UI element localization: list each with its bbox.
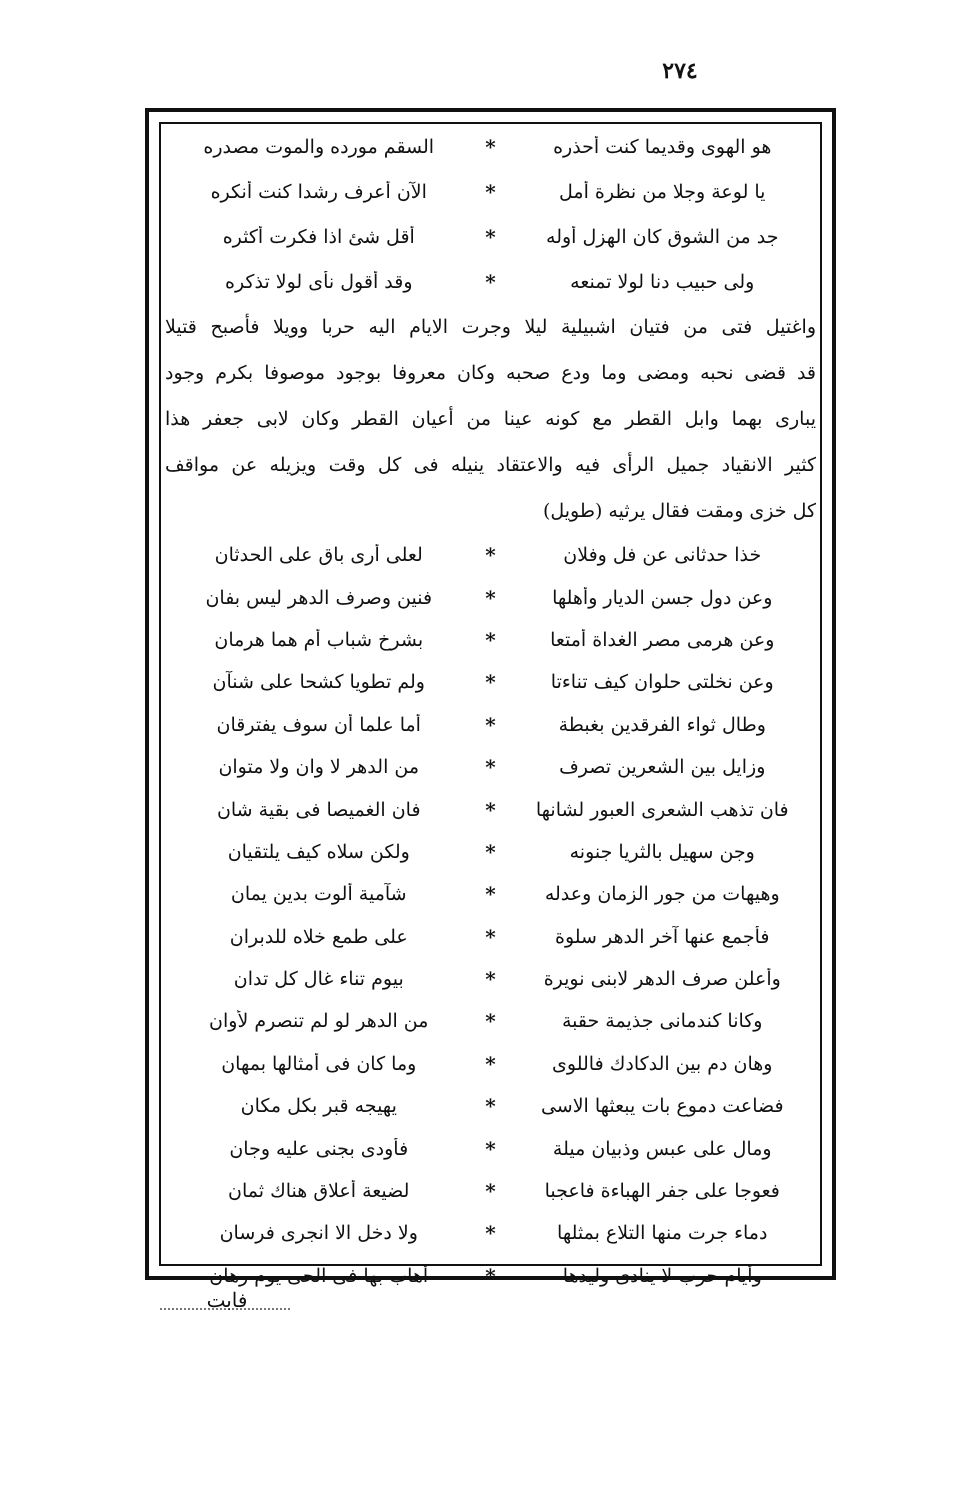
verse-line: [165, 1212, 816, 1254]
verse-separator: *: [485, 924, 496, 949]
verse-separator: *: [485, 1221, 496, 1246]
verse-separator: *: [485, 967, 496, 992]
verse-first-hemistich: يا لوعة وجلا من نظرة أمل: [559, 180, 766, 203]
verse-first-hemistich: وعن هرمى مصر الغداة أمتعا: [550, 628, 775, 651]
verse-separator: *: [485, 1051, 496, 1076]
page-frame: [145, 108, 836, 1288]
prose-line: كثير الانقياد جميل الرأى فيه والاعتقاد ينيله فى كل وقت ويزيله عن مواقف: [165, 454, 816, 476]
verse-second-hemistich: لعلى أرى باق على الحدثان: [214, 544, 423, 567]
prose-passage: [165, 304, 816, 534]
verse-line: [165, 1043, 816, 1085]
verse-separator: *: [485, 797, 496, 822]
verse-second-hemistich: فنين وصرف الدهر ليس بفان: [205, 586, 433, 609]
verse-first-hemistich: وكانا كندمانى جذيمة حقبة: [561, 1010, 763, 1033]
verse-separator: *: [485, 269, 496, 294]
verses-second: [165, 534, 816, 1297]
verse-line: [165, 619, 816, 661]
verse-first-hemistich: وعن نخلتى حلوان كيف تناءتا: [550, 671, 774, 694]
verse-separator: *: [485, 670, 496, 695]
verse-second-hemistich: ولم تطويا كشحا على شنآن: [212, 671, 425, 694]
verse-first-hemistich: وطال ثواء الفرقدين بغبطة: [558, 713, 766, 736]
verse-separator: *: [485, 543, 496, 568]
verse-line: [165, 1000, 816, 1042]
verse-first-hemistich: وجن سهيل بالثريا جنونه: [569, 840, 755, 863]
page-number: ٢٧٤: [662, 58, 698, 84]
verse-first-hemistich: وأيام حرب لا ينادى وليدها: [562, 1264, 762, 1287]
verse-first-hemistich: وهان دم بين الدكادك فاللوى: [552, 1052, 773, 1075]
verse-second-hemistich: بشرخ شباب أم هما هرمان: [214, 628, 424, 651]
verse-separator: *: [485, 134, 496, 159]
verse-second-hemistich: أقل شئ اذا فكرت أكثره: [222, 225, 415, 248]
verse-second-hemistich: الآن أعرف رشدا كنت أنكره: [210, 180, 427, 203]
verse-separator: *: [485, 179, 496, 204]
verse-line: [165, 788, 816, 830]
verse-separator: *: [485, 755, 496, 780]
verse-second-hemistich: من الدهر لا وان ولا متوان: [218, 756, 420, 779]
verse-second-hemistich: ولا دخل الا انجرى فرسان: [219, 1222, 418, 1245]
verse-first-hemistich: ولى حبيب دنا لولا تمنعه: [570, 270, 755, 293]
verse-separator: *: [485, 882, 496, 907]
verse-separator: *: [485, 839, 496, 864]
verse-first-hemistich: فان تذهب الشعرى العبور لشانها: [535, 798, 789, 821]
text-block: [165, 124, 816, 1297]
verse-first-hemistich: فضاعت دموع بات يبعثها الاسى: [540, 1095, 784, 1118]
verse-line: [165, 1127, 816, 1169]
verse-first-hemistich: وهيهات من جور الزمان وعدله: [544, 883, 780, 906]
verse-line: [165, 1170, 816, 1212]
prose-line: واغتيل فتى من فتيان اشبيلية ليلا وجرت الايام اليه حربا وويلا فأصبح قتيلا: [165, 316, 816, 338]
verse-line: [165, 746, 816, 788]
verse-line: [165, 169, 816, 214]
verse-line: [165, 576, 816, 618]
prose-line: قد قضى نحبه ومضى وما ودع صحبه وكان معروفا بوجود موصوفا بكرم وجود: [165, 362, 816, 384]
verse-line: [165, 958, 816, 1000]
verse-separator: *: [485, 1009, 496, 1034]
verse-first-hemistich: فعوجا على جفر الهباءة فاعجبا: [544, 1180, 780, 1203]
verse-second-hemistich: أهاب بها فى الحى يوم رهان: [209, 1264, 429, 1287]
verse-first-hemistich: دماء جرت منها التلاع بمثلها: [557, 1222, 768, 1245]
verse-first-hemistich: هو الهوى وقديما كنت أحذره: [553, 135, 772, 158]
verse-second-hemistich: لضيعة أعلاق هناك ثمان: [228, 1180, 410, 1203]
verse-line: [165, 704, 816, 746]
verse-second-hemistich: على طمع خلاه للدبران: [229, 925, 408, 948]
verse-second-hemistich: بيوم تناء غال كل تدان: [233, 968, 404, 991]
verse-first-hemistich: وعن دول جسن الديار وأهلها: [552, 586, 773, 609]
verse-line: [165, 661, 816, 703]
verse-line: [165, 214, 816, 259]
verse-second-hemistich: السقم مورده والموت مصدره: [203, 135, 435, 158]
verse-separator: *: [485, 224, 496, 249]
verse-second-hemistich: وما كان فى أمثالها بمهان: [221, 1052, 417, 1075]
verse-separator: *: [485, 1179, 496, 1204]
verse-second-hemistich: شآمية ألوت بدين يمان: [230, 883, 407, 906]
verse-first-hemistich: وزايل بين الشعرين تصرف: [559, 756, 766, 779]
verse-line: [165, 124, 816, 169]
verse-second-hemistich: أما علما أن سوف يفترقان: [216, 713, 421, 736]
verse-line: [165, 1085, 816, 1127]
verse-separator: *: [485, 1136, 496, 1161]
verse-separator: *: [485, 585, 496, 610]
verses-first: [165, 124, 816, 304]
verse-line: [165, 534, 816, 576]
verse-separator: *: [485, 1094, 496, 1119]
verse-first-hemistich: خذا حدثانى عن فل وفلان: [563, 544, 762, 567]
verse-second-hemistich: وقد أقول نأى لولا تذكره: [224, 270, 413, 293]
verse-line: [165, 873, 816, 915]
verse-second-hemistich: فأودى بجنى عليه وجان: [229, 1137, 409, 1160]
verse-first-hemistich: فأجمع عنها آخر الدهر سلوة: [554, 925, 770, 948]
verse-second-hemistich: فان الغميصا فى بقية شان: [216, 798, 421, 821]
verse-separator: *: [485, 1263, 496, 1288]
verse-first-hemistich: ومال على عبس وذبيان ميلة: [552, 1137, 772, 1160]
prose-line: كل خزى ومقت فقال يرثيه (طويل): [542, 500, 816, 522]
verse-second-hemistich: ولكن سلاه كيف يلتقيان: [227, 840, 410, 863]
verse-line: [165, 916, 816, 958]
verse-separator: *: [485, 712, 496, 737]
verse-first-hemistich: جد من الشوق كان الهزل أوله: [546, 225, 779, 248]
verse-second-hemistich: من الدهر لو لم تنصرم لأوان: [209, 1010, 429, 1033]
verse-second-hemistich: يهيجه قبر بكل مكان: [240, 1095, 397, 1118]
verse-line: [165, 259, 816, 304]
verse-first-hemistich: وأعلن صرف الدهر لابنى نويرة: [543, 968, 781, 991]
prose-line: يبارى بهما وابل القطر مع كونه عينا من أعيان القطر وكان لابى جعفر هذا: [165, 408, 816, 430]
verse-line: [165, 831, 816, 873]
catchword: فابت: [206, 1288, 248, 1312]
verse-separator: *: [485, 627, 496, 652]
